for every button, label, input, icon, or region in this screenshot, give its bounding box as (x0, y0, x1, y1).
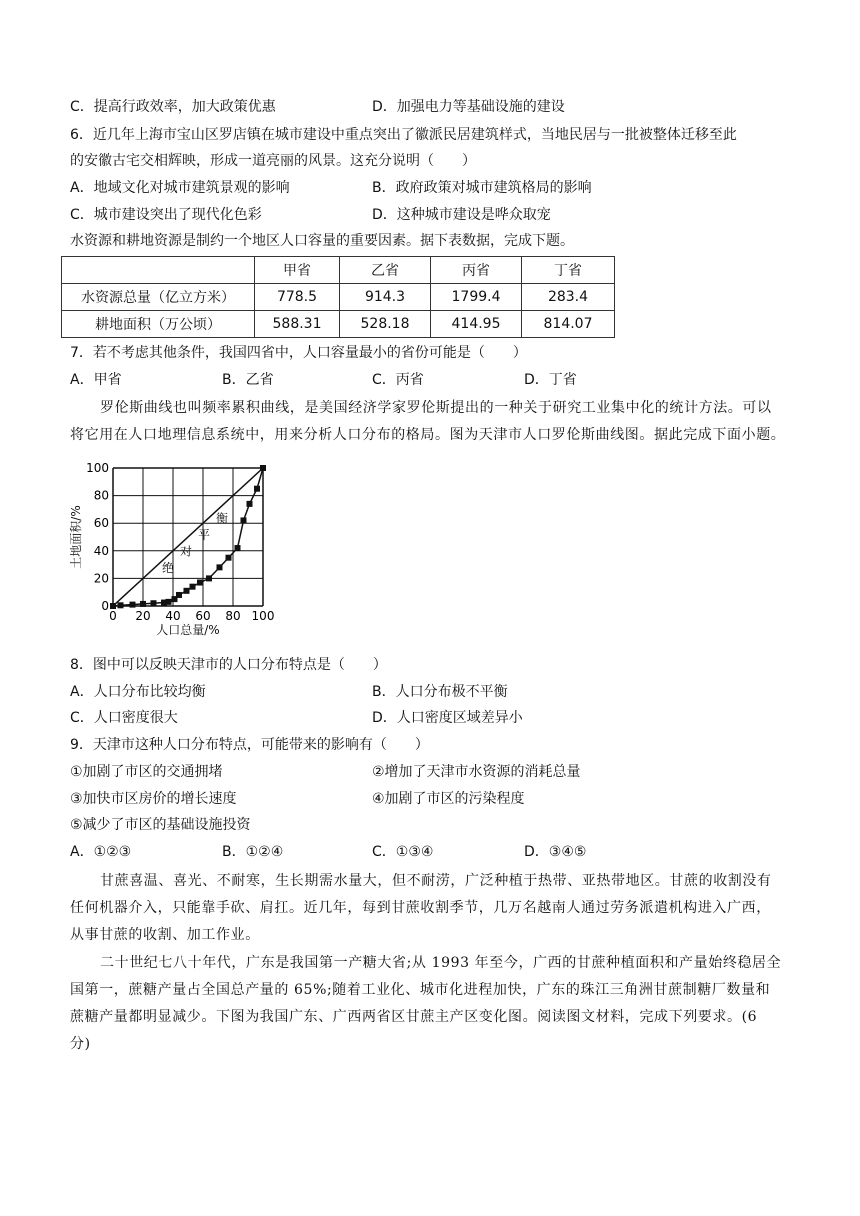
q5-option-c: C．提高行政效率，加大政策优惠 (70, 99, 276, 115)
sugarcane-para2-line2: 国第一，蔗糖产量占全国总产量的 65%;随着工业化、城市化进程加快，广东的珠江三角洲甘蔗制糖厂数量和 (70, 982, 771, 998)
curve-point (235, 545, 241, 551)
q9-option-a: A．①②③ (70, 844, 132, 860)
x-tick-label: 40 (165, 609, 181, 623)
q8-option-d: D．人口密度区域差异小 (372, 710, 523, 726)
table-header-cell: 甲省 (255, 257, 340, 284)
table-cell: 1799.4 (431, 284, 522, 311)
table-cell: 283.4 (522, 284, 615, 311)
table-header-cell: 丙省 (431, 257, 522, 284)
y-tick-label: 40 (93, 543, 109, 558)
curve-point (206, 575, 212, 581)
curve-point (110, 603, 116, 609)
curve-point (118, 602, 124, 608)
diagonal-label-char: 绝 (162, 561, 175, 576)
table-cell: 814.07 (522, 311, 615, 338)
sugarcane-para2-line1: 二十世纪七八十年代，广东是我国第一产糖大省;从 1993 年至今，广西的甘蔗种植面积和产量始终稳居全 (100, 955, 782, 971)
lorenz-curve-chart (68, 458, 288, 642)
q7-option-a: A．甲省 (70, 372, 122, 388)
q9-option-c: C．①③④ (372, 844, 434, 860)
q7-intro: 水资源和耕地资源是制约一个地区人口容量的重要因素。据下表数据，完成下题。 (70, 233, 574, 249)
q8-option-c: C．人口密度很大 (70, 710, 178, 726)
y-axis-label: 土地面积/% (69, 505, 83, 569)
q6-option-d: D．这种城市建设是哗众取宠 (372, 207, 551, 223)
q9-option-b: B．①②④ (222, 844, 284, 860)
q8-option-b: B．人口分布极不平衡 (372, 684, 508, 700)
curve-point (217, 564, 223, 570)
table-cell: 588.31 (255, 311, 340, 338)
y-tick-label: 0 (101, 599, 109, 613)
y-tick-label: 80 (93, 488, 109, 503)
q8-stem: 8．图中可以反映天津市的人口分布特点是（ ） (70, 657, 387, 673)
curve-point (247, 501, 253, 507)
table-cell: 914.3 (340, 284, 431, 311)
curve-point (241, 517, 247, 523)
q7-option-d: D．丁省 (524, 372, 577, 388)
q9-statement-1: ①加剧了市区的交通拥堵 (70, 764, 223, 780)
q6-option-c: C．城市建设突出了现代化色彩 (70, 207, 262, 223)
curve-point (197, 580, 203, 586)
q6-option-b: B．政府政策对城市建筑格局的影响 (372, 180, 592, 196)
q6-stem-line2: 的安徽古宅交相辉映，形成一道亮丽的风景。这充分说明（ ） (70, 153, 476, 169)
curve-point (151, 600, 157, 606)
sugarcane-para1-line2: 任何机器介入，只能靠手砍、肩扛。近几年，每到甘蔗收割季节，几万名越南人通过劳务派遣机构进入广西， (70, 900, 771, 916)
q7-option-b: B．乙省 (222, 372, 274, 388)
q9-option-d: D．③④⑤ (524, 844, 587, 860)
q9-statement-4: ④加剧了市区的污染程度 (372, 791, 525, 807)
q6-stem-line1: 6．近几年上海市宝山区罗店镇在城市建设中重点突出了徽派民居建筑样式，当地民居与一批被整体迁移至此 (70, 127, 737, 143)
q9-statement-2: ②增加了天津市水资源的消耗总量 (372, 764, 581, 780)
curve-point (140, 601, 146, 607)
table-header-cell (62, 257, 255, 284)
curve-point (176, 592, 182, 598)
x-tick-label: 80 (225, 609, 241, 623)
table-header-cell: 丁省 (522, 257, 615, 284)
sugarcane-para2-line4: 分) (70, 1036, 91, 1052)
table-header-cell: 乙省 (340, 257, 431, 284)
curve-point (254, 486, 260, 492)
diagonal-label-char: 对 (180, 544, 193, 559)
curve-point (190, 584, 196, 590)
x-axis-label: 人口总量/% (156, 623, 220, 637)
y-tick-label: 100 (86, 461, 109, 475)
table-cell: 水资源总量（亿立方米） (62, 284, 255, 311)
q8-option-a: A．人口分布比较均衡 (70, 684, 206, 700)
q9-statement-5: ⑤减少了市区的基础设施投资 (70, 817, 251, 833)
sugarcane-para2-line3: 蔗糖产量都明显减少。下图为我国广东、广西两省区甘蔗主产区变化图。阅读图文材料，完成下列要求。(6 (70, 1009, 758, 1025)
sugarcane-para1-line1: 甘蔗喜温、喜光、不耐寒，生长期需水量大，但不耐涝，广泛种植于热带、亚热带地区。甘蔗的收割没有 (100, 873, 772, 889)
curve-point (130, 602, 136, 608)
table-cell: 耕地面积（万公顷） (62, 311, 255, 338)
lorenz-intro-line1: 罗伦斯曲线也叫频率累积曲线，是美国经济学家罗伦斯提出的一种关于研究工业集中化的统计方法。可以 (100, 400, 772, 416)
sugarcane-para1-line3: 从事甘蔗的收割、加工作业。 (70, 927, 260, 943)
q7-option-c: C．丙省 (372, 372, 424, 388)
table-row (62, 284, 615, 311)
q9-stem: 9．天津市这种人口分布特点，可能带来的影响有（ ） (70, 737, 429, 753)
x-tick-label: 0 (109, 609, 117, 623)
q5-option-d: D．加强电力等基础设施的建设 (372, 99, 565, 115)
table-cell: 414.95 (431, 311, 522, 338)
table-cell: 778.5 (255, 284, 340, 311)
table-cell: 528.18 (340, 311, 431, 338)
x-tick-label: 60 (195, 609, 211, 623)
curve-point (184, 588, 190, 594)
table-row (62, 311, 615, 338)
x-tick-label: 20 (135, 609, 151, 623)
y-tick-label: 60 (93, 516, 109, 531)
resource-table (61, 256, 615, 338)
y-tick-label: 20 (93, 571, 109, 586)
lorenz-intro-line2: 将它用在人口地理信息系统中，用来分析人口分布的格局。图为天津市人口罗伦斯曲线图。据此完成下面小题。 (70, 427, 786, 443)
q7-stem: 7．若不考虑其他条件，我国四省中，人口容量最小的省份可能是（ ） (70, 345, 527, 361)
table-header-row (62, 257, 615, 284)
q9-statement-3: ③加快市区房价的增长速度 (70, 791, 237, 807)
curve-point (166, 599, 172, 605)
curve-point (260, 465, 266, 471)
x-tick-label: 100 (251, 609, 275, 623)
diagonal-label-char: 平 (198, 527, 211, 542)
curve-point (226, 555, 232, 561)
q6-option-a: A．地域文化对城市建筑景观的影响 (70, 180, 290, 196)
diagonal-label-char: 衡 (216, 511, 229, 526)
